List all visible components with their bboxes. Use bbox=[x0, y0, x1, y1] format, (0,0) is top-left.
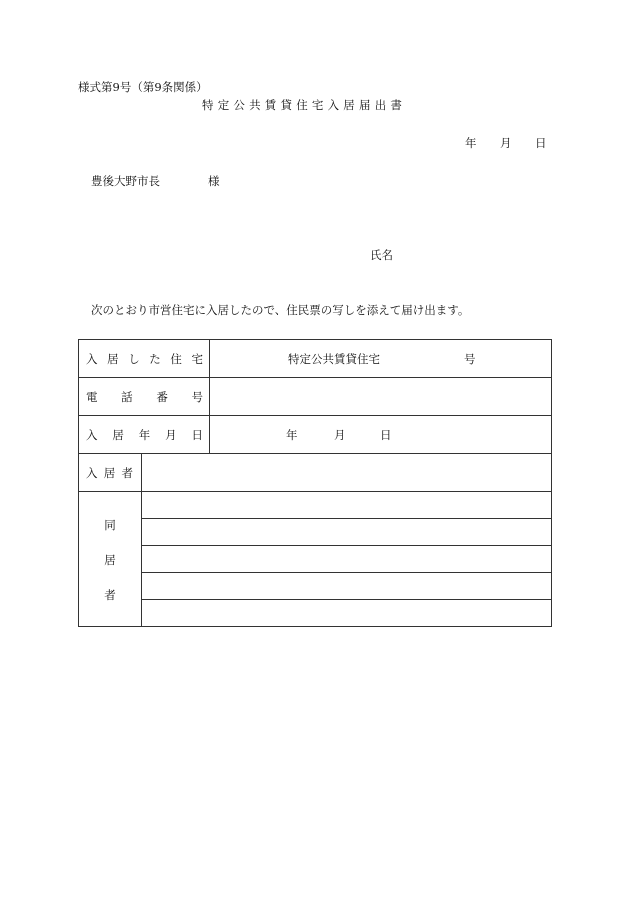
cohabitant-entry[interactable] bbox=[142, 492, 552, 519]
cohabitant-entry[interactable] bbox=[142, 600, 552, 627]
residence-label-cell bbox=[79, 340, 210, 378]
cohabitant-entry[interactable] bbox=[142, 546, 552, 573]
resident-label-cell bbox=[79, 454, 142, 492]
residence-number-unit: 号 bbox=[464, 351, 476, 366]
resident-label: 入 居 者 bbox=[86, 465, 133, 480]
phone-value-cell[interactable] bbox=[210, 378, 552, 416]
cohabitant-label: 同 居 者 bbox=[104, 518, 116, 602]
addressee-honorific: 様 bbox=[208, 174, 220, 188]
move-in-day-label: 日 bbox=[380, 427, 392, 442]
move-in-date-value-cell[interactable] bbox=[210, 416, 552, 454]
cohabitant-entry[interactable] bbox=[142, 573, 552, 600]
resident-value-cell[interactable] bbox=[142, 454, 552, 492]
move-in-month-label: 月 bbox=[334, 427, 346, 442]
cohabitant-row bbox=[79, 519, 552, 546]
resident-row bbox=[79, 454, 552, 492]
move-in-date-label-cell bbox=[79, 416, 210, 454]
cohabitant-row bbox=[79, 600, 552, 627]
statement-text: 次のとおり市営住宅に入居したので、住民票の写しを添えて届け出ます。 bbox=[91, 303, 470, 317]
cohabitant-row bbox=[79, 546, 552, 573]
cohabitant-row bbox=[79, 492, 552, 519]
cohabitant-row bbox=[79, 573, 552, 600]
date-day-label: 日 bbox=[535, 136, 547, 150]
move-in-date-label: 入 居 年 月 日 bbox=[86, 427, 203, 442]
phone-label-cell bbox=[79, 378, 210, 416]
residence-value-cell[interactable] bbox=[210, 340, 552, 378]
move-in-year-label: 年 bbox=[286, 427, 298, 442]
residence-value: 特定公共賃貸住宅 bbox=[288, 351, 380, 366]
cohabitant-entry[interactable] bbox=[142, 519, 552, 546]
phone-row bbox=[79, 378, 552, 416]
phone-label: 電 話 番 号 bbox=[86, 389, 203, 404]
applicant-name-label: 氏名 bbox=[370, 248, 393, 262]
addressee-name: 豊後大野市長 bbox=[91, 174, 160, 188]
form-number: 様式第9号（第9条関係） bbox=[78, 80, 208, 94]
notification-table bbox=[78, 339, 552, 627]
move-in-date-row bbox=[79, 416, 552, 454]
residence-label: 入 居 し た 住 宅 bbox=[86, 351, 203, 366]
cohabitant-label-cell bbox=[79, 492, 142, 627]
date-year-label: 年 bbox=[465, 136, 477, 150]
residence-row bbox=[79, 340, 552, 378]
document-title: 特定公共賃貸住宅入居届出書 bbox=[202, 98, 407, 112]
date-month-label: 月 bbox=[500, 136, 512, 150]
